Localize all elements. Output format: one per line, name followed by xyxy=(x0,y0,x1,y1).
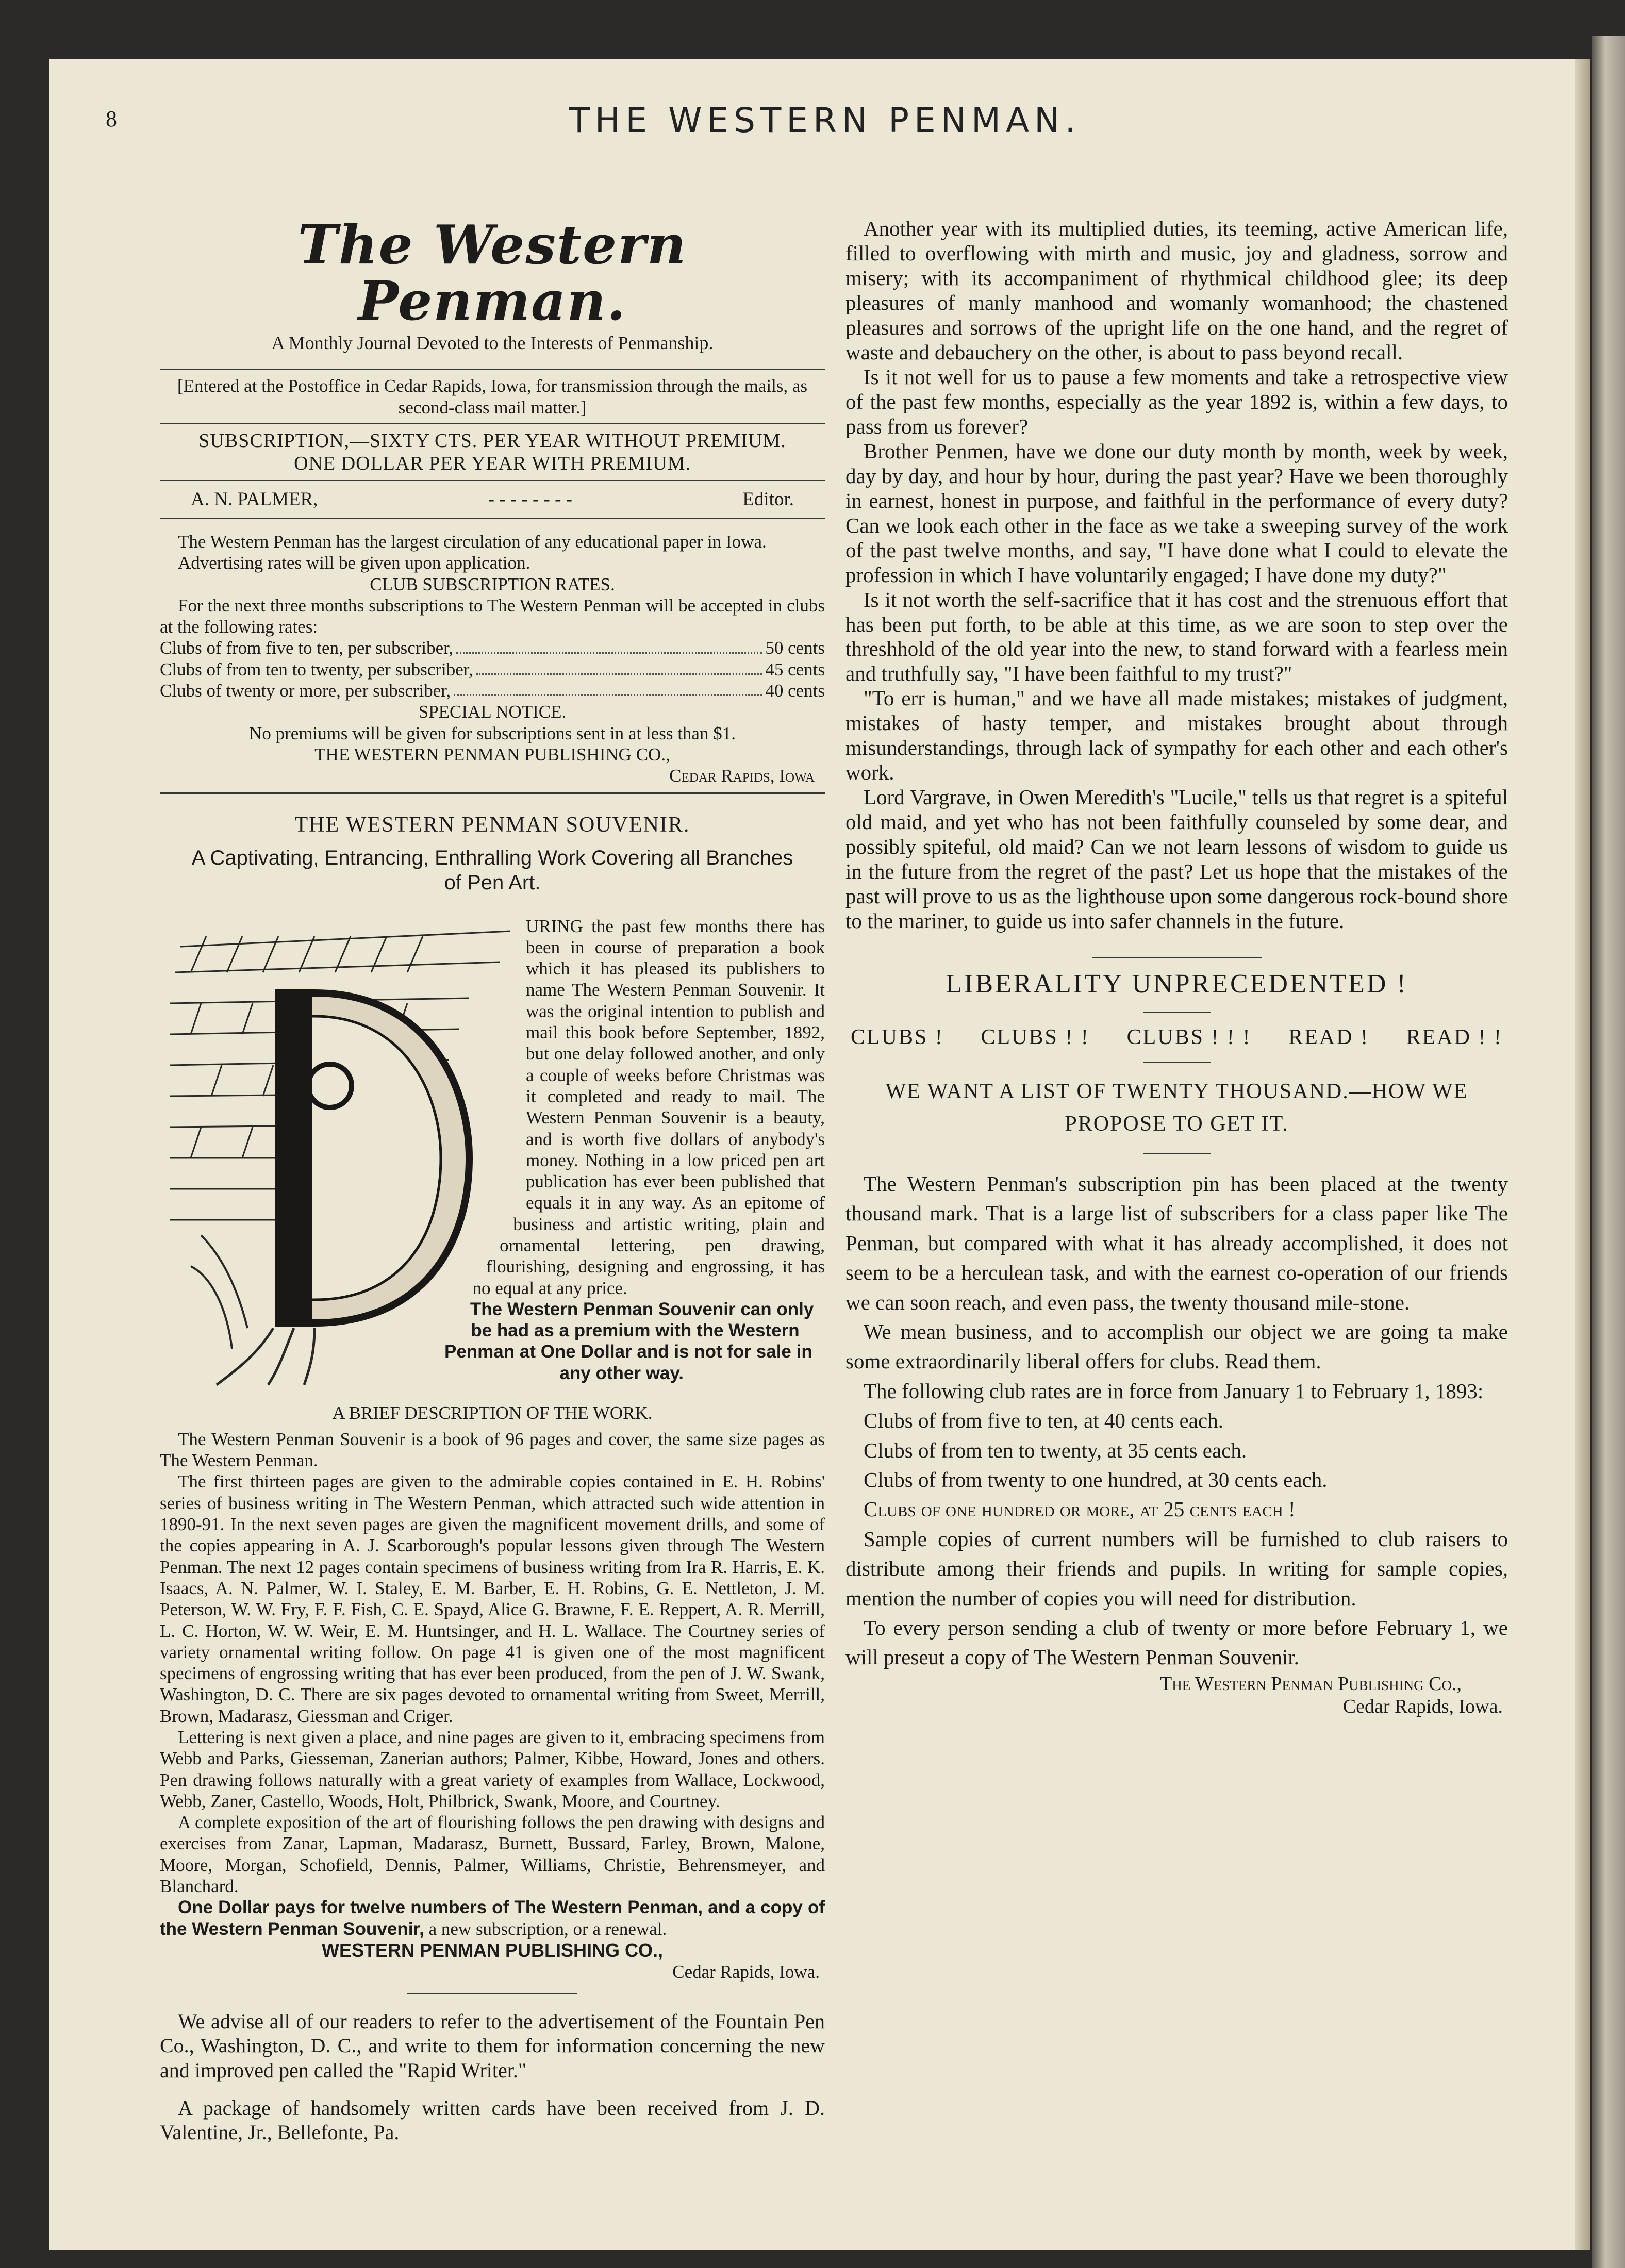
leader-dots xyxy=(454,680,762,696)
divider xyxy=(1143,1012,1211,1013)
souvenir-heading: THE WESTERN PENMAN SOUVENIR. xyxy=(294,813,690,837)
brief-paragraph-3: Lettering is next given a place, and nine pages are given to it, embracing specimens from Webb and Parks, Giesseman, Zanerian authors; Palmer, Kibbe, Howard, Jones and others. Pen drawing follows naturally with a great variety of examples from Wallace, Lockwood, Webb, Zaner, Castello, Woods, Holt, Philbrick, Swank, Moore, and Courtney. xyxy=(160,1727,825,1811)
club-rate-label: Clubs of twenty or more, per subscriber, xyxy=(160,681,451,701)
offer-paragraph-3: The following club rates are in force from January 1 to February 1, 1893: xyxy=(864,1379,1484,1403)
want-heading: WE WANT A LIST OF TWENTY THOUSAND.—HOW WE PROPOSE TO GET IT. xyxy=(885,1080,1468,1136)
tagline: A Monthly Journal Devoted to the Interests of Penmanship. xyxy=(271,333,714,354)
left-column xyxy=(160,213,825,2144)
essay-paragraph-6: Lord Vargrave, in Owen Meredith's "Lucile," tells us that regret is a spiteful old maid, and yet who has not been faithfully counseled by some dear, and possibly spiteful, old maid? Can we not learn lessons of wisdom to guide us in the future from the regret of the past? Let us hope that the mistakes of the past will prove to us as the lighthouse upon some dangerous rock-bound shore to the mariner, to guide us into safer channels in the future. xyxy=(845,785,1508,933)
brief-description-heading: A BRIEF DESCRIPTION OF THE WORK. xyxy=(332,1402,653,1423)
divider xyxy=(1143,1062,1211,1063)
club-rate-row xyxy=(160,680,825,701)
entered-notice: [Entered at the Postoffice in Cedar Rapids, Iowa, for transmission through the mails, as second-class mail matter.] xyxy=(177,376,808,418)
leader-dots xyxy=(476,659,762,675)
right-column xyxy=(845,217,1508,1718)
brief-offer-bold: One Dollar pays for twelve numbers of The Western Penman, and a copy of the Western Penman Souvenir, xyxy=(160,1897,825,1939)
club-rate-row xyxy=(160,659,825,680)
divider xyxy=(160,518,825,519)
publisher-city: Cedar Rapids, Iowa xyxy=(669,766,815,786)
read-word: READ ! ! xyxy=(1406,1025,1503,1050)
offer-rate: Clubs of one hundred or more, at 25 cents each ! xyxy=(864,1497,1296,1521)
souvenir-body: URING the past few months there has been in course of preparation a book which it has pleased its publishers to name The Western Penman Souvenir. It was the original intention to publish and mail this book before September, 1892, but one delay followed another, and only a couple of weeks before Christmas was it completed and ready to mail. The Western Penman Souvenir is a beauty, and is worth five dollars of anybody's money. Nothing in a low priced pen art publication has ever been published that equals it in any way. As an epitome of business and artistic writing, plain and ornamental lettering, pen drawing, flourishing, designing and engrossing, it has no equal at any price. xyxy=(472,916,825,1298)
brief-paragraph-4: A complete exposition of the art of flourishing follows the pen drawing with designs and exercises from Zanar, Lapman, Madarasz, Burnett, Bussard, Farley, Brown, Malone, Moore, Morgan, Schofield, Dennis, Palmer, Williams, Christie, Behrensmeyer, and Blanchard. xyxy=(160,1812,825,1897)
offer-paragraph-1: The Western Penman's subscription pin has been placed at the twenty thousand mark. That is a large list of subscribers for a class paper like The Penman, but compared with what it has already accomplished, it does not seem to be a herculean task, and with the earnest co-operation of our friends we can soon reach, and even pass, the twenty thousand mile-stone. xyxy=(845,1172,1508,1314)
club-rate-label: Clubs of from ten to twenty, per subscriber, xyxy=(160,659,473,680)
essay-paragraph-3: Brother Penmen, have we done our duty month by month, week by week, day by day, and hour by hour, during the past year? Have we been thoroughly in earnest, honest in purpose, and faithful in the performance of every duty? Can we look each other in the face as we take a sweeping survey of the work of the past twelve months, and say, "I have done what I could to elevate the profession in which I have voluntarily engaged; I have done my duty?" xyxy=(845,439,1508,587)
clubs-word: CLUBS ! ! ! xyxy=(1126,1025,1252,1050)
adjacent-page-edge xyxy=(1592,36,1625,2268)
brief-offer-tail: a new subscription, or a renewal. xyxy=(428,1918,667,1939)
divider xyxy=(160,792,825,794)
subscription-line-2: ONE DOLLAR PER YEAR WITH PREMIUM. xyxy=(294,452,691,474)
brief-offer xyxy=(160,1897,825,1940)
editor-name: A. N. PALMER, xyxy=(191,488,318,510)
offer-rate: Clubs of from ten to twenty, at 35 cents each. xyxy=(864,1438,1247,1462)
page-gutter xyxy=(1575,59,1590,2250)
liberality-heading: LIBERALITY UNPRECEDENTED ! xyxy=(946,969,1408,999)
club-rate-price: 50 cents xyxy=(765,638,825,658)
read-word: READ ! xyxy=(1288,1025,1369,1050)
divider xyxy=(1143,1153,1211,1154)
signoff-publisher: The Western Penman Publishing Co., xyxy=(1160,1673,1462,1695)
offer-rate: Clubs of from five to ten, at 40 cents each. xyxy=(864,1409,1223,1433)
offer-rate: Clubs of from twenty to one hundred, at 30 cents each. xyxy=(864,1468,1328,1492)
club-rate-price: 45 cents xyxy=(765,659,825,680)
masthead: The Western Penman. xyxy=(297,213,687,333)
divider xyxy=(407,1993,577,1994)
clubs-word: CLUBS ! ! xyxy=(981,1025,1090,1050)
divider xyxy=(1092,957,1262,958)
offer-paragraph-4: Sample copies of current numbers will be furnished to club raisers to distribute among their friends and pupils. In writing for sample copies, mention the number of copies you will need for distribution. xyxy=(845,1527,1508,1610)
editor-line xyxy=(160,488,825,510)
signoff-city: Cedar Rapids, Iowa. xyxy=(1342,1695,1503,1717)
club-rate-label: Clubs of from five to ten, per subscriber, xyxy=(160,638,454,658)
special-notice-text: No premiums will be given for subscriptions sent in at less than $1. xyxy=(249,723,736,743)
club-rate-price: 40 cents xyxy=(765,681,825,701)
essay-paragraph-2: Is it not well for us to pause a few moments and take a retrospective view of the past few months, especially as the year 1892 is, within a few days, to pass from us forever? xyxy=(845,365,1508,438)
offer-paragraph-5: To every person sending a club of twenty or more before February 1, we will preseut a copy of The Western Penman Souvenir. xyxy=(845,1615,1508,1669)
brief-paragraph-1: The Western Penman Souvenir is a book of 96 pages and cover, the same size pages as The Western Penman. xyxy=(160,1429,825,1471)
subscription-line-1: SUBSCRIPTION,—SIXTY CTS. PER YEAR WITHOUT PREMIUM. xyxy=(198,429,786,452)
divider xyxy=(160,480,825,481)
editor-title: Editor. xyxy=(742,488,794,510)
souvenir-subheading: A Captivating, Entrancing, Enthralling Work Covering all Branches of Pen Art. xyxy=(191,846,793,894)
advertising-note: Advertising rates will be given upon application. xyxy=(178,553,530,573)
club-rate-row xyxy=(160,637,825,658)
advise-paragraph: We advise all of our readers to refer to the advertisement of the Fountain Pen Co., Washington, D. C., and write to them for information concerning the new and improved pen called the "Rapid Writer." xyxy=(160,2010,825,2082)
essay-paragraph-5: "To err is human," and we have all made mistakes; mistakes of judgment, mistakes of hasty temper, and mistakes brought about through misunderstandings, through lack of sympathy for each other and each other's work. xyxy=(845,686,1508,785)
club-rates-intro: For the next three months subscriptions to The Western Penman will be accepted in clubs at the following rates: xyxy=(160,595,825,637)
divider xyxy=(160,423,825,424)
essay-paragraph-4: Is it not worth the self-sacrifice that it has cost and the strenuous effort that has been put forth, to be able at this time, as we are soon to step over the threshhold of the old year into the new, to stand forward with a fearless mein and truthfully say, "I have been faithful to my trust?" xyxy=(845,587,1508,686)
page-number: 8 xyxy=(106,106,117,131)
cards-paragraph: A package of handsomely written cards have been received from J. D. Valentine, Jr., Bellefonte, Pa. xyxy=(160,2096,825,2144)
divider xyxy=(160,369,825,370)
brief-city: Cedar Rapids, Iowa. xyxy=(672,1961,820,1982)
ornamental-d-initial xyxy=(160,916,516,1390)
leader-dots xyxy=(456,637,762,653)
essay-paragraph-1: Another year with its multiplied duties, its teeming, active American life, filled to overflowing with mirth and music, joy and gladness, sorrow and misery; with its accompaniment of rhythmical childhood glee; its deep pleasures of manly manhood and womanly womanhood; the chastened pleasures and sorrows of the upright life on the one hand, and the regret of waste and debauchery on the other, is about to pass beyond recall. xyxy=(845,217,1508,364)
souvenir-article xyxy=(160,916,825,1395)
club-rates-heading: CLUB SUBSCRIPTION RATES. xyxy=(370,574,615,594)
brief-paragraph-2: The first thirteen pages are given to the admirable copies contained in E. H. Robins' series of business writing in The Western Penman, which attracted such wide attention in 1890-91. In the next seven pages are given the magnificent movement drills, and some of the copies appearing in A. J. Scarborough's popular lessons given through The Western Penman. The next 12 pages contain specimens of business writing from Ira R. Harris, E. K. Isaacs, A. N. Palmer, W. I. Staley, E. M. Barber, E. H. Robins, G. E. Nettleton, J. M. Peterson, W. W. Fry, F. F. Fish, C. E. Spayd, Alice G. Brawne, F. E. Reppert, A. R. Merrill, L. C. Horton, W. W. Weir, E. M. Huntsinger, and H. L. Wallace. The Courtney series of variety ornamental writing follow. On page 41 is given one of the most magnificent specimens of engrossing writing that has ever been produced, from the pen of J. W. Swank, Washington, D. C. There are six pages devoted to ornamental writing from Sweet, Merrill, Brown, Madarasz, Giessman and Criger. xyxy=(160,1471,825,1726)
clubs-read-row xyxy=(845,1025,1508,1050)
circulation-note: The Western Penman has the largest circulation of any educational paper in Iowa. xyxy=(178,531,767,552)
running-title: THE WESTERN PENMAN. xyxy=(569,101,1081,140)
clubs-word: CLUBS ! xyxy=(851,1025,944,1050)
offer-paragraph-2: We mean business, and to accomplish our object we are going ta make some extraordinarily liberal offers for clubs. Read them. xyxy=(845,1320,1508,1373)
souvenir-premium-note: The Western Penman Souvenir can only be had as a premium with the Western Penman at One Dollar and is not for sale in any other way. xyxy=(444,1299,814,1383)
editor-dashes: - - - - - - - - xyxy=(488,488,572,510)
publisher-name: THE WESTERN PENMAN PUBLISHING CO., xyxy=(314,744,670,765)
special-notice-heading: SPECIAL NOTICE. xyxy=(418,702,567,722)
brief-publisher: WESTERN PENMAN PUBLISHING CO., xyxy=(321,1939,664,1961)
